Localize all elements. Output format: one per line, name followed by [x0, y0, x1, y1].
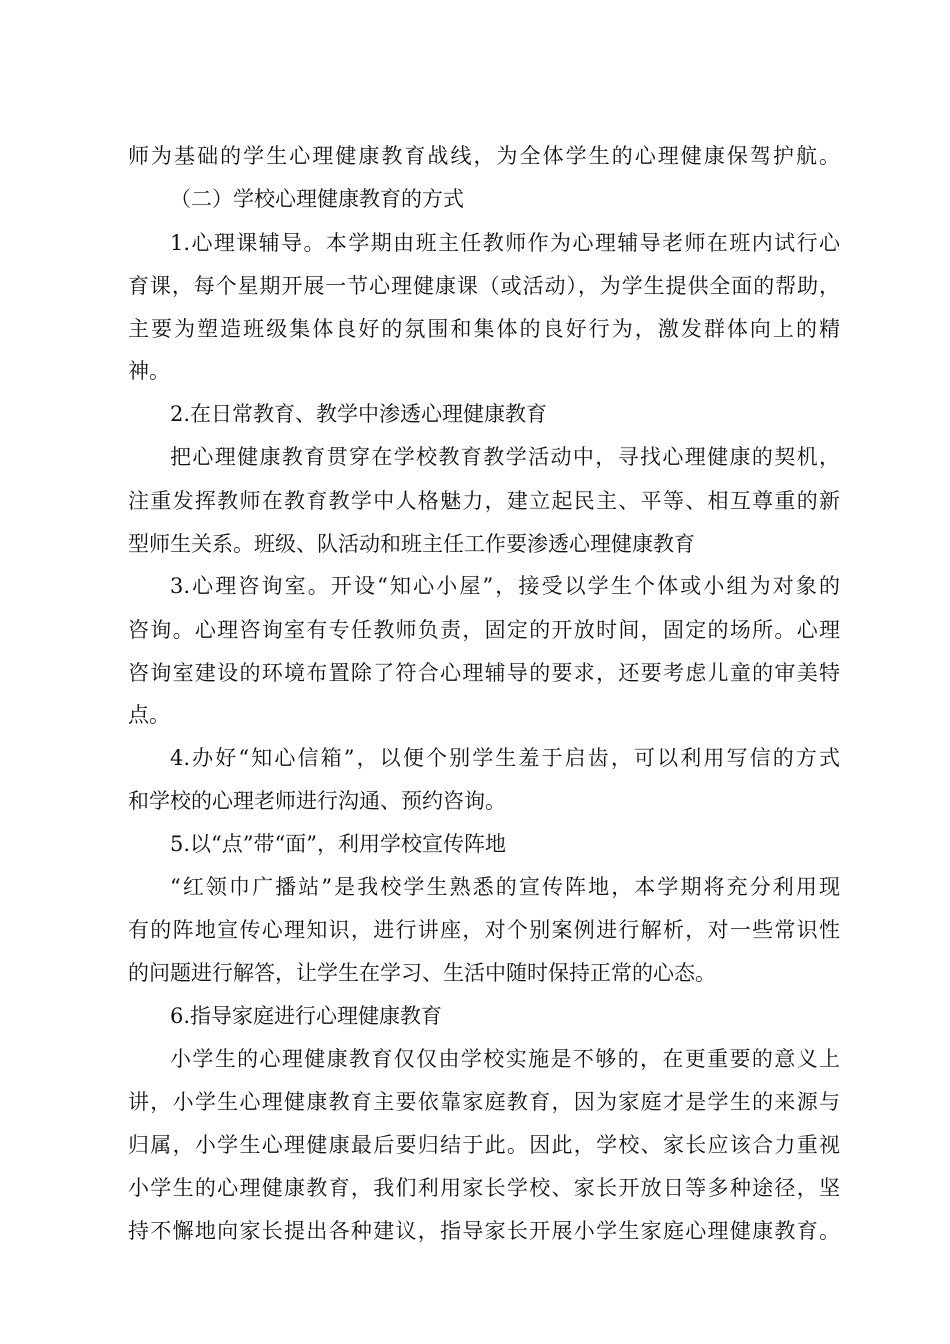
text-line: 和学校的心理老师进行沟通、预约咨询。: [128, 789, 506, 813]
subheading: 5.以“点”带“面”，利用学校宣传阵地: [170, 832, 506, 856]
text-line: 持不懈地向家长提出各种建议，指导家长开展小学生家庭心理健康教育。: [128, 1219, 840, 1243]
text-line: 有的阵地宣传心理知识，进行讲座，对个别案例进行解析，对一些常识性: [128, 918, 840, 942]
text-line: 3.心理咨询室。开设“知心小屋”，接受以学生个体或小组为对象的: [170, 574, 840, 598]
text-line: 注重发挥教师在教育教学中人格魅力，建立起民主、平等、相互尊重的新: [128, 489, 840, 513]
text-line: 咨询。心理咨询室有专任教师负责，固定的开放时间，固定的场所。心理: [128, 618, 840, 642]
subheading: 6.指导家庭进行心理健康教育: [170, 1004, 443, 1028]
text-line: 4.办好“知心信箱”，以便个别学生羞于启齿，可以利用写信的方式: [170, 746, 840, 770]
text-line: 点。: [128, 703, 170, 727]
text-line: 师为基础的学生心理健康教育战线，为全体学生的心理健康保驾护航。: [128, 144, 840, 168]
text-line: 讲，小学生心理健康教育主要依靠家庭教育，因为家庭才是学生的来源与: [128, 1090, 840, 1114]
text-line: 育课，每个星期开展一节心理健康课（或活动），为学生提供全面的帮助，: [128, 274, 840, 298]
text-line: 把心理健康教育贯穿在学校教育教学活动中，寻找心理健康的契机，: [170, 445, 840, 469]
text-line: 小学生的心理健康教育仅仅由学校实施是不够的，在更重要的意义上: [170, 1047, 840, 1071]
text-line: 主要为塑造班级集体良好的氛围和集体的良好行为，激发群体向上的精: [128, 317, 840, 341]
section-heading: （二）学校心理健康教育的方式: [170, 187, 464, 211]
text-line: 型师生关系。班级、队活动和班主任工作要渗透心理健康教育: [128, 532, 695, 556]
subheading: 2.在日常教育、教学中渗透心理健康教育: [170, 402, 548, 426]
text-line: 小学生的心理健康教育，我们利用家长学校、家长开放日等多种途径，坚: [128, 1176, 840, 1200]
text-line: 1.心理课辅导。本学期由班主任教师作为心理辅导老师在班内试行心: [170, 231, 840, 255]
text-line: 神。: [128, 359, 170, 383]
text-line: “红领巾广播站”是我校学生熟悉的宣传阵地，本学期将充分利用现: [170, 875, 840, 899]
text-line: 咨询室建设的环境布置除了符合心理辅导的要求，还要考虑儿童的审美特: [128, 661, 840, 685]
text-line: 的问题进行解答，让学生在学习、生活中随时保持正常的心态。: [128, 961, 716, 985]
text-line: 归属，小学生心理健康最后要归结于此。因此，学校、家长应该合力重视: [128, 1133, 840, 1157]
